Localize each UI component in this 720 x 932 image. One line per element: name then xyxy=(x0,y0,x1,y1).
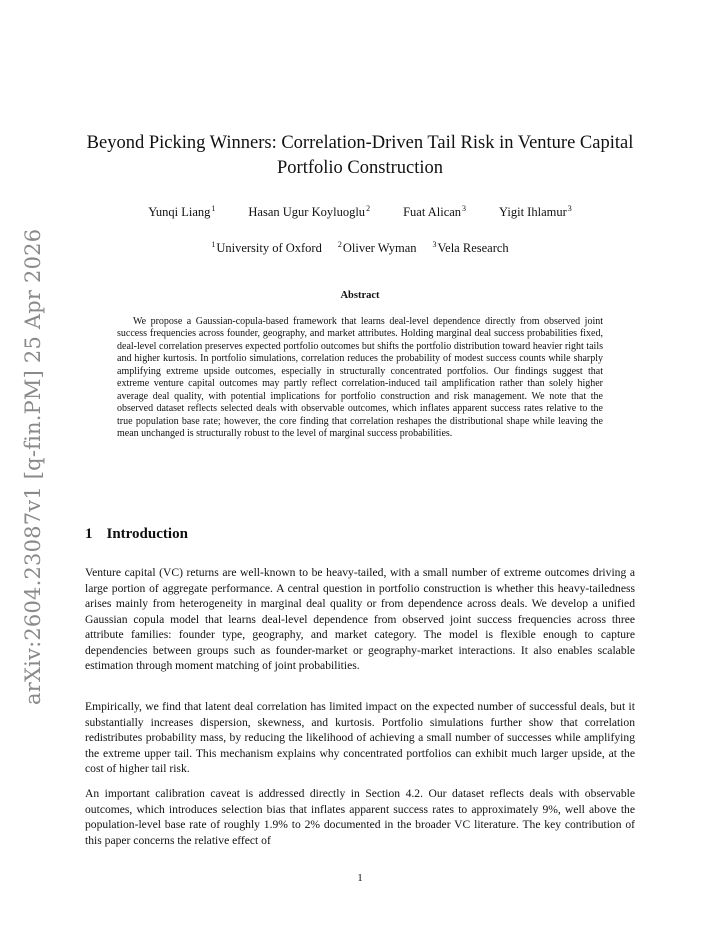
affiliation: $^1$University of Oxford xyxy=(211,240,322,255)
affiliation-list xyxy=(85,240,635,256)
affiliation: $^3$Vela Research xyxy=(432,240,509,255)
author: Yunqi Liang$^1$ xyxy=(148,204,216,219)
author: Hasan Ugur Koyluoglu$^2$ xyxy=(248,204,371,219)
body-paragraph: An important calibration caveat is addressed directly in Section 4.2. Our dataset reflects deals with observable outcomes, which introduces selection bias that inflates apparent success rates to approximately 9%, well above the population-level base rate of roughly 1.9% to 2% documented in the broader VC literature. The key contribution of this paper concerns the relative effect of xyxy=(85,787,635,847)
abstract-text: We propose a Gaussian-copula-based framework that learns deal-level dependence directly from observed joint success frequencies across founder, geography, and market attributes. Holding marginal deal success probabilities fixed, deal-level correlation preserves expected portfolio outcomes but shifts the portfolio distribution toward heavier right tails and higher kurtosis. In portfolio simulations, correlation reduces the probability of modest success counts while sharply amplifying extreme upside outcomes, especially in structurally concentrated portfolios. Our findings suggest that extreme venture capital outcomes may partly reflect correlation-induced tail amplification rather than solely higher average deal quality, with potential implications for portfolio construction and risk management. We note that the observed dataset reflects selected deals with observable outcomes, which inflates apparent success rates relative to the true population base rate; however, the core finding that correlation reshapes the distributional shape while leaving the mean unchanged is structurally robust to the level of marginal success probabilities. xyxy=(117,316,603,440)
author: Fuat Alican$^3$ xyxy=(403,204,467,219)
paper-title: Beyond Picking Winners: Correlation-Driven Tail Risk in Venture Capital Portfolio Construction xyxy=(86,133,634,178)
section-heading xyxy=(85,526,188,543)
section-number: 1 xyxy=(85,526,93,542)
section-title: Introduction xyxy=(106,526,188,542)
arxiv-identifier: arXiv:2604.23087v1 [q-fin.PM] 25 Apr 2026 xyxy=(21,228,45,706)
abstract-heading: Abstract xyxy=(340,290,380,301)
author-list xyxy=(85,204,635,220)
body-paragraph: Venture capital (VC) returns are well-known to be heavy-tailed, with a small number of extreme outcomes driving a large portion of aggregate performance. A central question in portfolio construction is whether this heavy-tailedness arises mainly from heterogeneity in marginal deal quality or from dependence across deals. We develop a unified Gaussian copula model that learns deal-level dependence from observed joint success frequencies across three attribute families: founder type, geography, and market category. The model is flexible enough to capture dependencies between groups such as founder-market or geography-market interactions. It also enables scalable estimation through moment matching of joint probabilities. xyxy=(85,566,635,672)
page-number: 1 xyxy=(357,872,363,884)
body-paragraph: Empirically, we find that latent deal correlation has limited impact on the expected number of successful deals, but it substantially increases dispersion, skewness, and kurtosis. Portfolio simulations further show that correlation redistributes probability mass, by reducing the likelihood of achieving a small number of successes while amplifying the extreme upper tail. This mechanism explains why concentrated portfolios can exhibit much larger upside, at the cost of higher tail risk. xyxy=(85,700,635,775)
author: Yigit Ihlamur$^3$ xyxy=(499,204,572,219)
affiliation: $^2$Oliver Wyman xyxy=(337,240,417,255)
